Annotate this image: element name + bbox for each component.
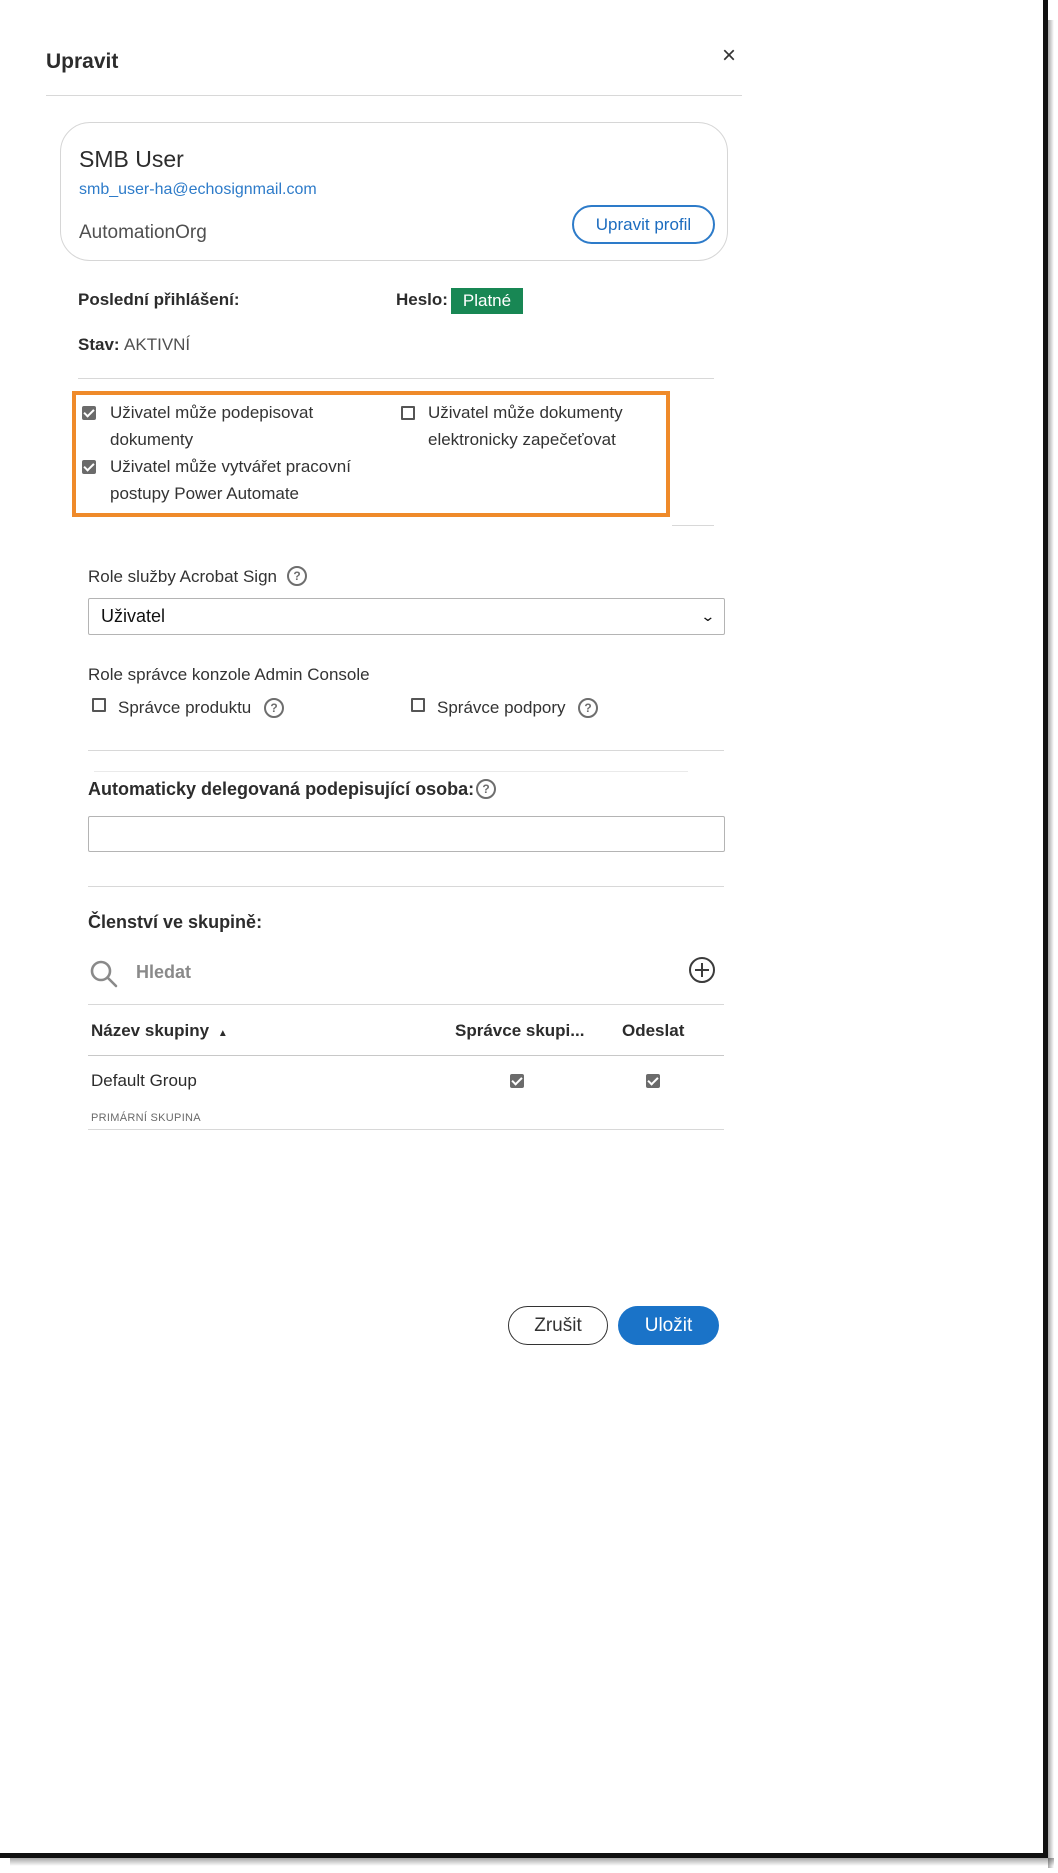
can-create-workflows-label: Uživatel může vytvářet pracovní postupy Power Automate xyxy=(110,457,351,503)
delegate-bottom-divider xyxy=(88,886,724,887)
save-button[interactable]: Uložit xyxy=(618,1306,719,1345)
can-sign-checkbox[interactable] xyxy=(82,406,96,420)
groups-label: Členství ve skupině: xyxy=(88,912,263,932)
can-seal-label: Uživatel může dokumenty elektronicky zapečeťovat xyxy=(428,403,623,449)
product-admin-checkbox[interactable] xyxy=(92,698,106,712)
header-divider xyxy=(46,95,742,96)
help-icon[interactable]: ? xyxy=(287,566,307,586)
admin-divider xyxy=(88,750,724,751)
sign-role-selected: Uživatel xyxy=(101,606,166,626)
sign-role-select[interactable] xyxy=(88,598,725,635)
help-icon[interactable]: ? xyxy=(264,698,284,718)
state-label: Stav: xyxy=(78,335,120,354)
search-icon[interactable] xyxy=(88,958,120,990)
column-header-send[interactable]: Odeslat xyxy=(622,1021,685,1040)
profile-name: SMB User xyxy=(79,146,184,172)
table-bottom-divider xyxy=(88,1129,724,1130)
last-login-label: Poslední přihlášení: xyxy=(78,290,240,309)
status-divider xyxy=(78,378,714,379)
permissions-divider xyxy=(672,525,714,526)
primary-group-note: PRIMÁRNÍ SKUPINA xyxy=(91,1112,201,1124)
product-admin-label: Správce produktu xyxy=(118,698,252,717)
group-send-checkbox[interactable] xyxy=(646,1074,660,1088)
sort-ascending-icon: ▲ xyxy=(217,1028,228,1039)
frame-shadow-bottom xyxy=(10,1858,1054,1866)
profile-org: AutomationOrg xyxy=(79,222,207,243)
state-value: AKTIVNÍ xyxy=(124,335,191,354)
table-top-divider xyxy=(88,1004,724,1005)
group-search-input[interactable]: Hledat xyxy=(136,962,192,982)
support-admin-label: Správce podpory xyxy=(437,698,566,717)
cancel-button[interactable]: Zrušit xyxy=(508,1306,608,1345)
column-header-group-admin[interactable]: Správce skupi... xyxy=(455,1021,585,1040)
close-icon[interactable]: × xyxy=(722,42,737,69)
add-circle-icon[interactable] xyxy=(688,956,716,984)
table-header-divider xyxy=(88,1055,724,1056)
password-status-badge: Platné xyxy=(451,288,523,314)
can-sign-label: Uživatel může podepisovat dokumenty xyxy=(110,403,314,449)
help-icon[interactable]: ? xyxy=(578,698,598,718)
edit-profile-button[interactable]: Upravit profil xyxy=(572,205,715,244)
frame-shadow-right xyxy=(1048,20,1054,1868)
group-admin-checkbox[interactable] xyxy=(510,1074,524,1088)
password-label: Heslo: xyxy=(396,290,448,309)
can-create-workflows-checkbox[interactable] xyxy=(82,460,96,474)
dialog-title: Upravit xyxy=(46,50,119,73)
sign-role-label: Role služby Acrobat Sign xyxy=(88,567,277,586)
can-seal-checkbox[interactable] xyxy=(401,406,415,420)
help-icon[interactable]: ? xyxy=(476,779,496,799)
column-header-group-name[interactable]: Název skupiny ▲ xyxy=(91,1021,228,1040)
support-admin-checkbox[interactable] xyxy=(411,698,425,712)
profile-email-link[interactable]: smb_user-ha@echosignmail.com xyxy=(79,181,317,198)
delegate-label: Automaticky delegovaná podepisující osoba: xyxy=(88,779,475,799)
group-name-cell: Default Group xyxy=(91,1071,197,1090)
state-row xyxy=(78,335,190,355)
chevron-down-icon: ⌄ xyxy=(700,608,716,624)
delegate-input[interactable] xyxy=(88,816,725,852)
admin-console-label: Role správce konzole Admin Console xyxy=(88,665,370,684)
delegate-divider xyxy=(94,771,688,772)
